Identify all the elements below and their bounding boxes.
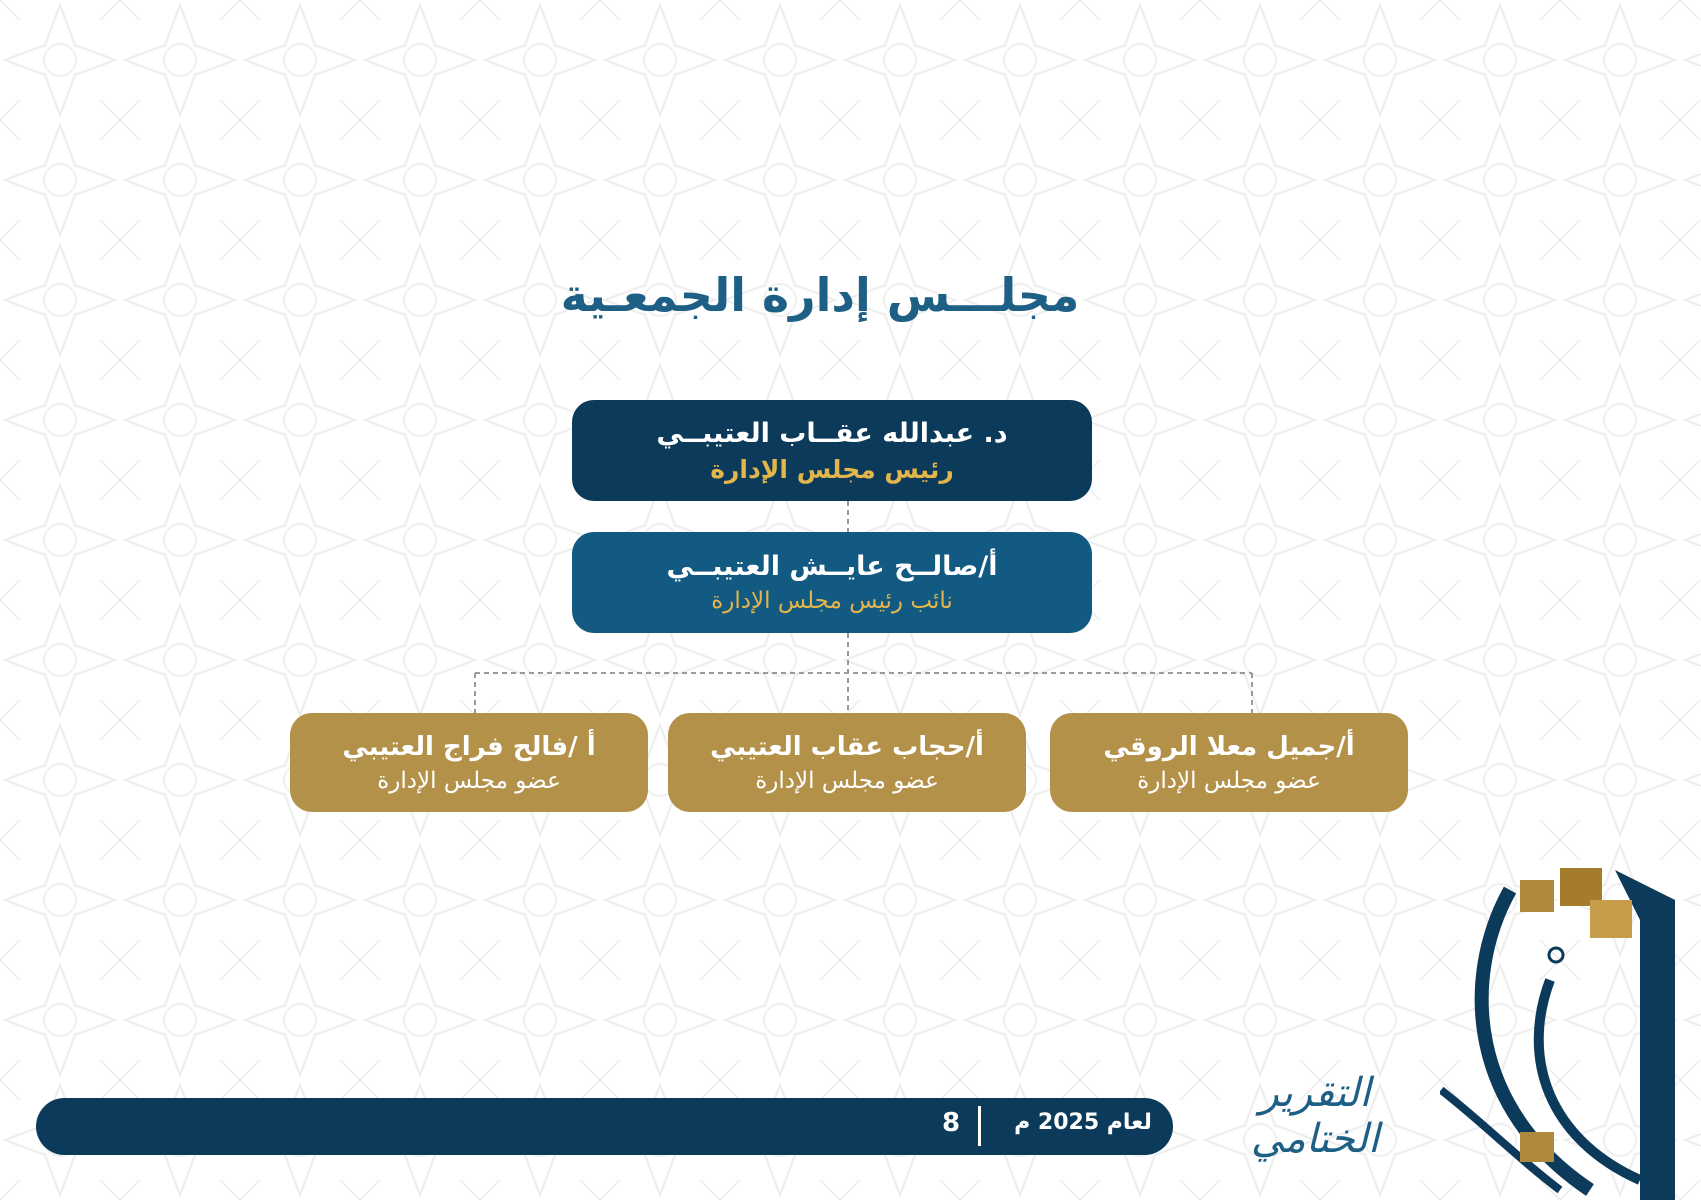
member-name: أ /فالح فراج العتيبي [342, 731, 596, 762]
member-card [1050, 713, 1408, 812]
member-card [290, 713, 648, 812]
member-role: عضو مجلس الإدارة [755, 767, 939, 794]
calligraphy-decoration [1440, 860, 1701, 1200]
report-logo: التقرير الختامي [1250, 1070, 1380, 1162]
chairman-card [572, 400, 1092, 501]
vice-chairman-card [572, 532, 1092, 633]
vice-chairman-role: نائب رئيس مجلس الإدارة [711, 588, 953, 614]
chairman-role: رئيس مجلس الإدارة [710, 454, 954, 484]
member-name: أ/جميل معلا الروقي [1103, 731, 1355, 762]
member-role: عضو مجلس الإدارة [1137, 767, 1321, 794]
page-number: 8 [941, 1108, 961, 1138]
member-role: عضو مجلس الإدارة [377, 767, 561, 794]
vice-chairman-name: أ/صالــح عايــش العتيبــي [666, 551, 998, 582]
page-title: مجلـــس إدارة الجمعـية [560, 268, 1080, 322]
member-card [668, 713, 1026, 812]
year-label: لعام 2025 م [1014, 1110, 1152, 1135]
chairman-name: د. عبدالله عقــاب العتيبــي [656, 417, 1008, 449]
footer-divider [978, 1106, 981, 1146]
member-name: أ/حجاب عقاب العتيبي [710, 731, 984, 762]
